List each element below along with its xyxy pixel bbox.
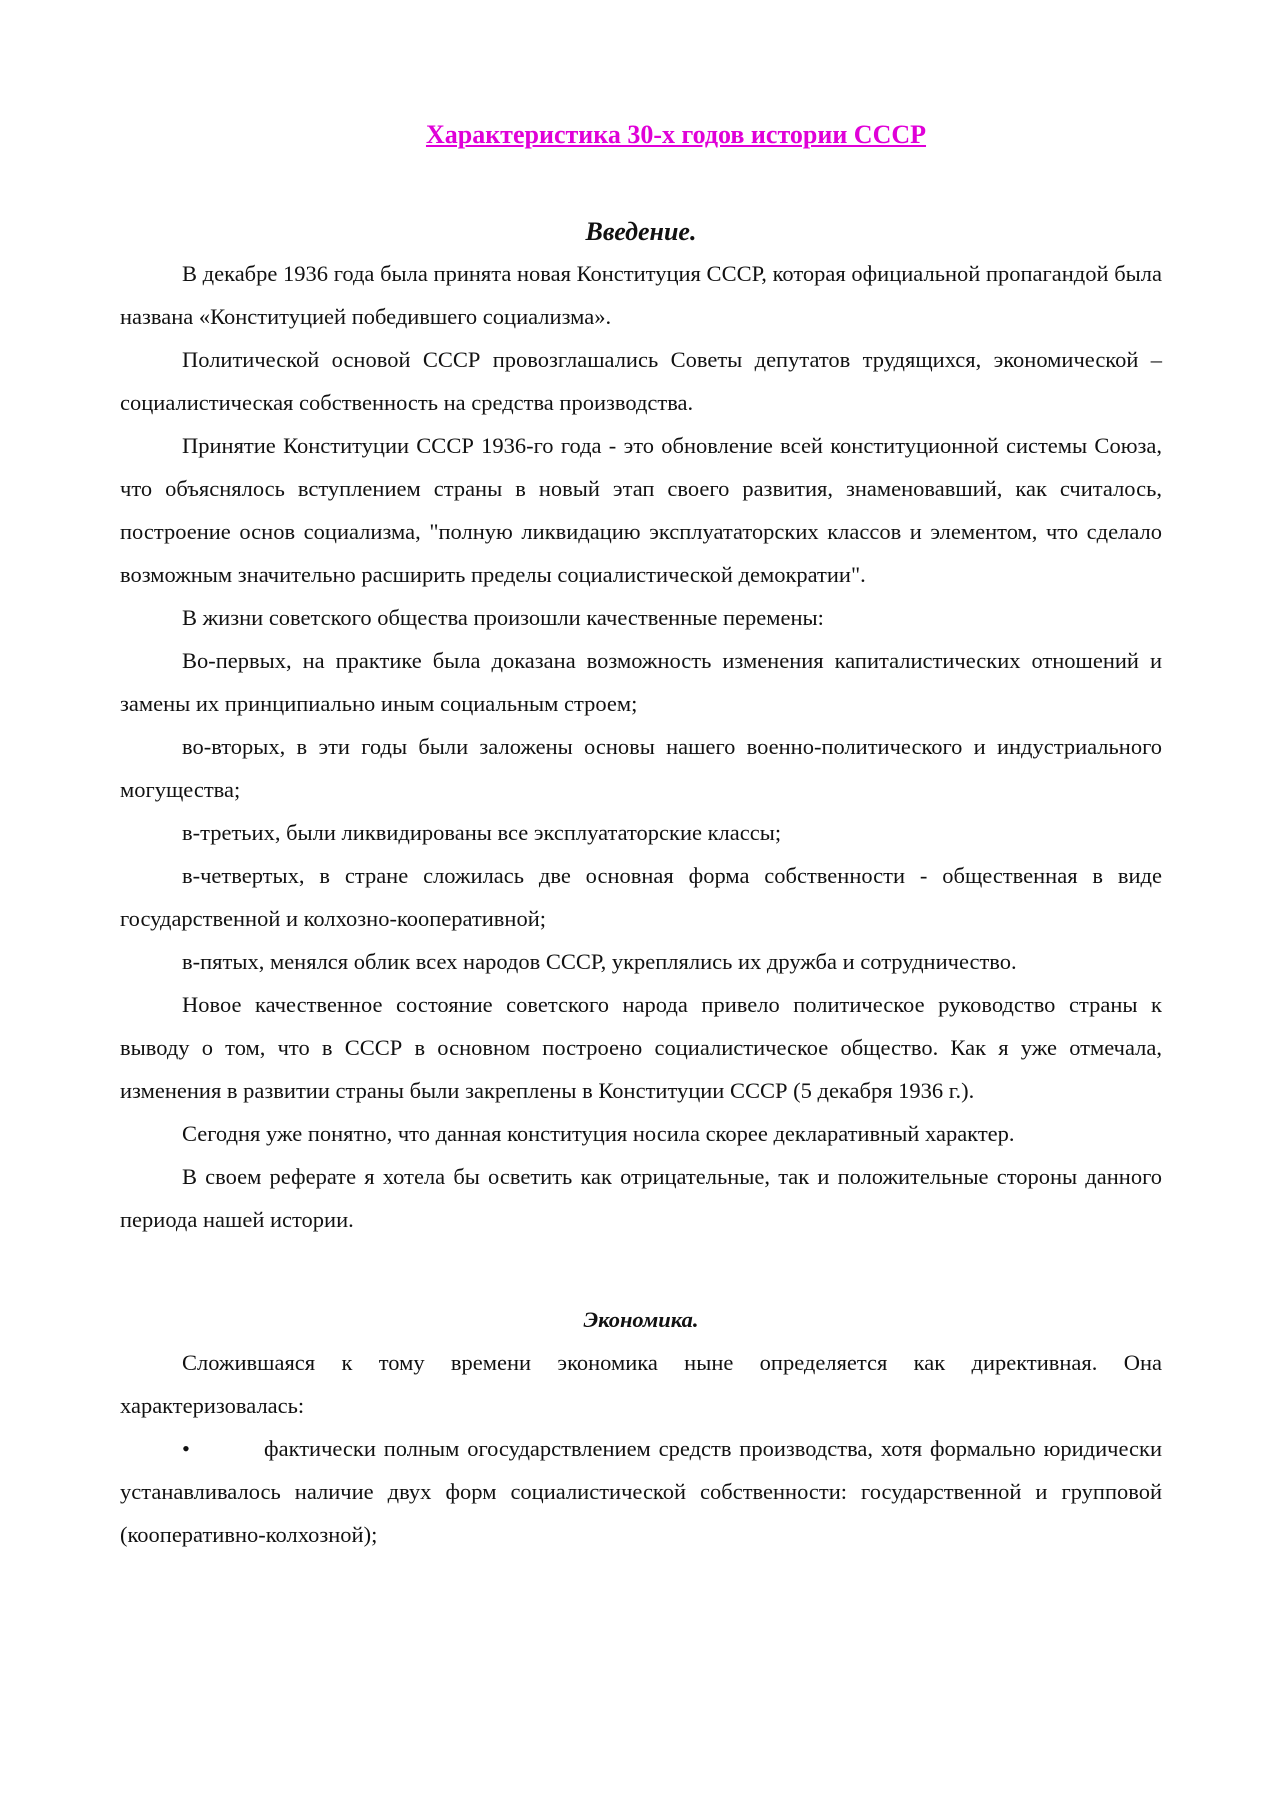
paragraph: Сегодня уже понятно, что данная конституция носила скорее декларативный характер. — [182, 1121, 1015, 1146]
section-heading-economy: Экономика. — [583, 1307, 699, 1332]
bullet-item — [120, 1427, 1162, 1556]
section-heading-intro: Введение. — [585, 217, 697, 246]
paragraph: В декабре 1936 года была принята новая Конституция СССР, которая официальной пропагандой была названа «Конституцией победившего социализма». — [120, 261, 1162, 329]
paragraph: В своем реферате я хотела бы осветить как отрицательные, так и положительные стороны данного периода нашей истории. — [120, 1164, 1162, 1232]
paragraph: Политической основой СССР провозглашались Советы депутатов трудящихся, экономической – социалистическая собственность на средства производства. — [120, 347, 1162, 415]
paragraph: Сложившаяся к тому времени экономика ныне определяется как директивная. Она характеризовалась: — [120, 1350, 1162, 1418]
paragraph: В жизни советского общества произошли качественные перемены: — [182, 605, 824, 630]
bullet-text: фактически полным огосударствлением средств производства, хотя формально юридически устанавливалось наличие двух форм социалистической собственности: государственной и групповой (кооперативно-колхозной); — [120, 1436, 1162, 1547]
paragraph: Во-первых, на практике была доказана возможность изменения капиталистических отношений и замены их принципиально иным социальным строем; — [120, 648, 1162, 716]
paragraph: во-вторых, в эти годы были заложены основы нашего военно-политического и индустриального могущества; — [120, 734, 1162, 802]
bullet-icon: • — [182, 1436, 190, 1461]
document-title: Характеристика 30-х годов истории СССР — [425, 120, 927, 149]
paragraph: Принятие Конституции СССР 1936-го года - это обновление всей конституционной системы Союза, что объяснялось вступлением страны в новый этап своего развития, знаменовавший, как считалось, построение основ социализма, "полную ликвидацию эксплуататорских классов и элементом, что сделало возможным значительно расширить пределы социалистической демократии". — [120, 433, 1162, 587]
paragraph: в-четвертых, в стране сложилась две основная форма собственности - общественная в виде государственной и колхозно-кооперативной; — [120, 863, 1162, 931]
economy-body — [120, 1341, 1162, 1556]
paragraph: в-пятых, менялся облик всех народов СССР, укреплялись их дружба и сотрудничество. — [182, 949, 1017, 974]
paragraph: в-третьих, были ликвидированы все эксплуататорские классы; — [182, 820, 782, 845]
paragraph: Новое качественное состояние советского народа привело политическое руководство страны к выводу о том, что в СССР в основном построено социалистическое общество. Как я уже отмечала, изменения в развитии страны были закреплены в Конституции СССР (5 декабря 1936 г.). — [120, 992, 1162, 1103]
intro-body — [120, 252, 1162, 1241]
